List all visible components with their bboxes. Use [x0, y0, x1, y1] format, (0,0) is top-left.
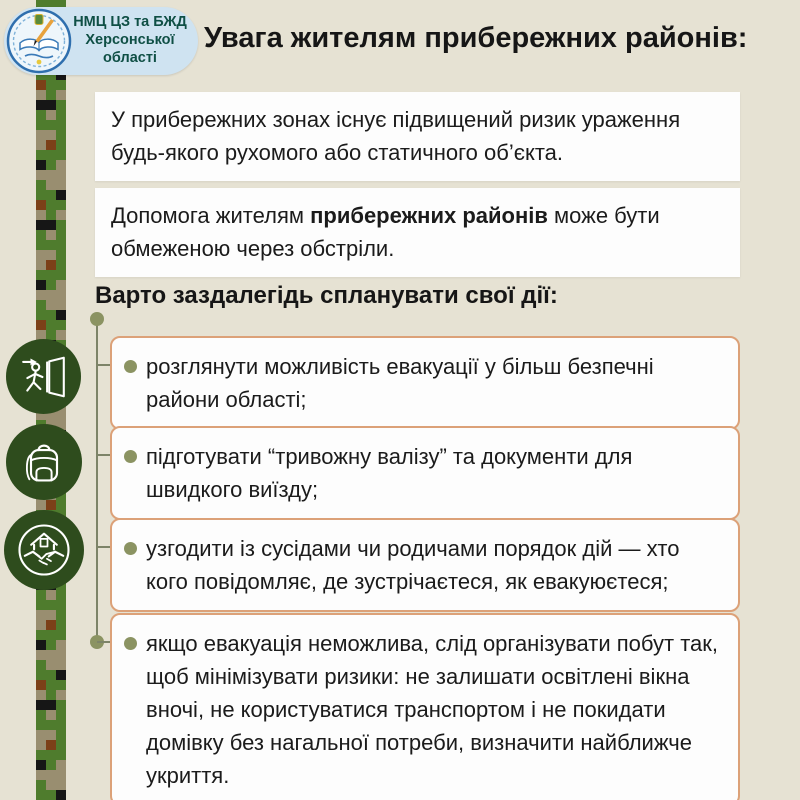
bullet-dot: [124, 360, 137, 373]
bullet-dot: [124, 542, 137, 555]
cooperation-icon-circle: [4, 510, 84, 590]
bullet-dot: [124, 637, 137, 650]
action-box-coordination: [110, 518, 740, 612]
intro-box-risk: [95, 92, 740, 181]
action-box-stay-safe-text: якщо евакуація неможлива, слід організувати побут так, щоб мінімізувати ризики: не залишати освітлені вікна вночі, не користуватися транспортом і не покидати домівку без нагальної потреби, визначити найближче укриття.: [146, 631, 718, 788]
action-box-evacuation: [110, 336, 740, 430]
intro-box-risk-text: У прибережних зонах існує підвищений ризик ураження будь-якого рухомого або статичного об’єкта.: [111, 107, 681, 165]
org-name-line-1: НМЦ ЦЗ та БЖД: [73, 14, 187, 31]
intro-box-help-bold: прибережних районів: [310, 203, 548, 228]
page-title: Увага жителям прибережних районів:: [204, 22, 748, 54]
bullet-dot: [124, 450, 137, 463]
evacuation-icon-circle: [6, 339, 81, 414]
org-name-line-2: Херсонської: [85, 32, 175, 49]
civil-protection-emblem-icon: [6, 8, 72, 74]
org-logo: [4, 7, 198, 75]
intro-box-help-suffix: може бути обмеженою через обстріли.: [111, 203, 660, 261]
action-box-go-bag: [110, 426, 740, 520]
timeline-start-dot: [90, 312, 104, 326]
intro-box-help: [95, 188, 740, 277]
timeline-line: [96, 318, 98, 643]
exit-door-icon: [19, 352, 69, 402]
org-name: [72, 14, 198, 67]
go-bag-icon-circle: [6, 424, 82, 500]
action-box-coordination-text: узгодити із сусідами чи родичами порядок дій — хто кого повідомляє, де зустрічаєтеся, як евакуюєтеся;: [146, 536, 680, 594]
org-name-line-3: області: [103, 49, 157, 66]
backpack-icon: [18, 436, 70, 488]
action-box-evacuation-text: розглянути можливість евакуації у більш безпечні райони області;: [146, 354, 654, 412]
action-box-go-bag-text: підготувати “тривожну валізу” та документи для швидкого виїзду;: [146, 444, 633, 502]
intro-box-help-prefix: Допомога жителям: [111, 203, 311, 228]
action-box-stay-safe: [110, 613, 740, 800]
cooperation-house-icon: [16, 522, 72, 578]
section-heading: Варто заздалегідь спланувати свої дії:: [95, 282, 558, 309]
